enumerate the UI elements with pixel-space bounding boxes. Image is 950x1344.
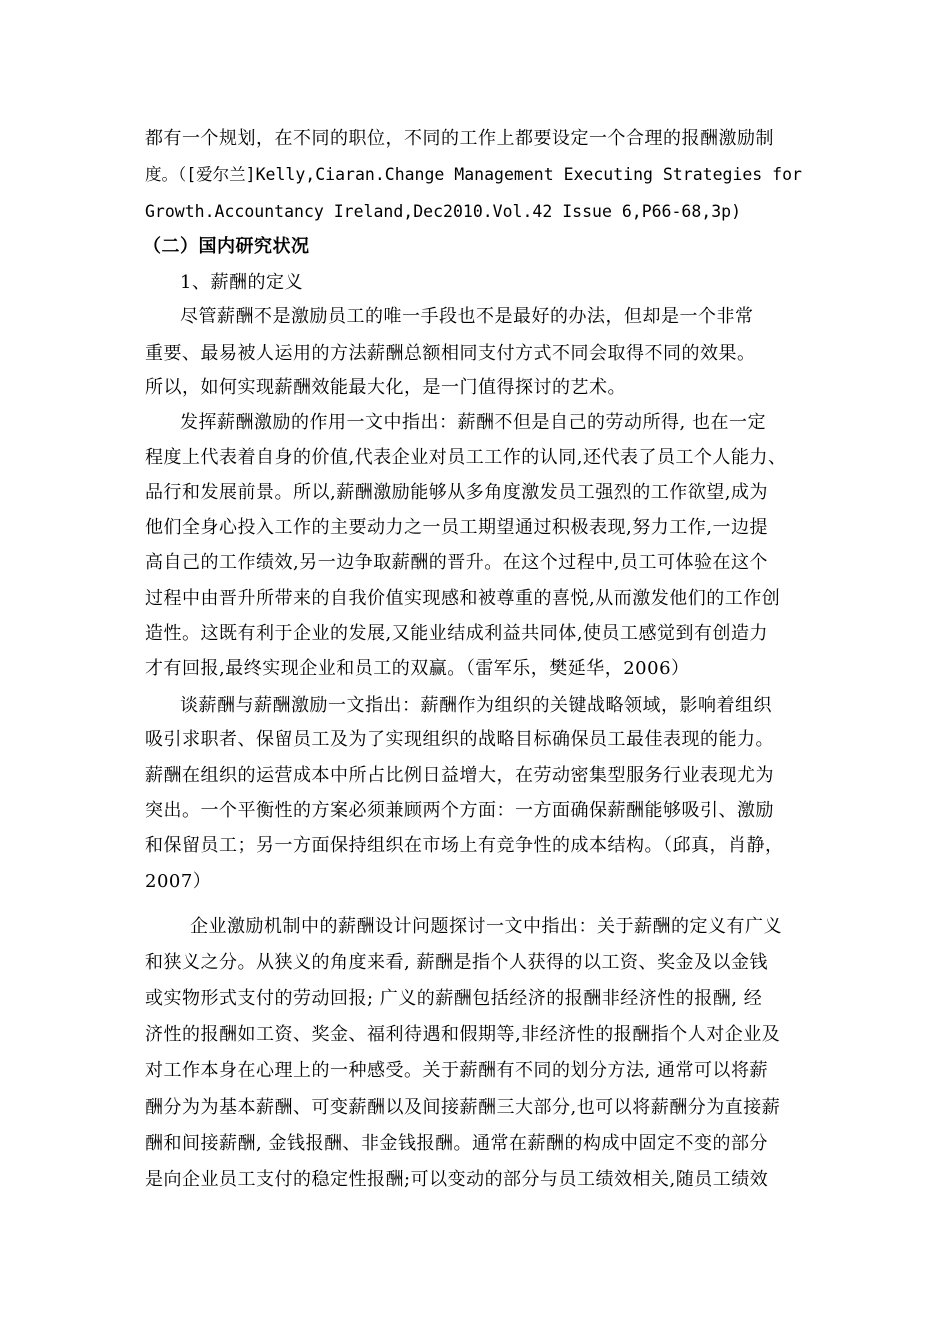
paragraph-1-line-3: 所以，如何实现薪酬效能最大化，是一门值得探讨的艺术。 xyxy=(145,377,626,398)
paragraph-4-line-7: 酬和间接薪酬, 金钱报酬、非金钱报酬。通常在薪酬的构成中固定不变的部分 xyxy=(145,1133,768,1154)
paragraph-3-line-6: 2007） xyxy=(145,871,212,892)
paragraph-2-line-5: 高自己的工作绩效,另一边争取薪酬的晋升。在这个过程中,员工可体验在这个 xyxy=(145,552,768,573)
intro-line-2: 度。（[爱尔兰]Kelly,Ciaran.Change Management Executing Strategies for xyxy=(145,165,802,184)
paragraph-3-line-1: 谈薪酬与薪酬激励一文指出：薪酬作为组织的关键战略领域，影响着组织 xyxy=(180,695,772,716)
paragraph-4-line-2: 和狭义之分。从狭义的角度来看, 薪酬是指个人获得的以工资、奖金及以金钱 xyxy=(145,952,768,973)
paragraph-3-line-2: 吸引求职者、保留员工及为了实现组织的战略目标确保员工最佳表现的能力。 xyxy=(145,729,774,750)
paragraph-2-line-7: 造性。这既有利于企业的发展,又能业结成利益共同体,使员工感觉到有创造力 xyxy=(145,623,768,644)
paragraph-4-line-4: 济性的报酬如工资、奖金、福利待遇和假期等,非经济性的报酬指个人对企业及 xyxy=(145,1024,781,1045)
paragraph-3-line-3: 薪酬在组织的运营成本中所占比例日益增大，在劳动密集型服务行业表现尤为 xyxy=(145,765,774,786)
paragraph-2-line-6: 过程中由晋升所带来的自我价值实现感和被尊重的喜悦,从而激发他们的工作创 xyxy=(145,588,781,609)
paragraph-2-line-8: 才有回报,最终实现企业和员工的双赢。（雷军乐，樊延华，2006） xyxy=(145,658,690,679)
paragraph-2-line-4: 他们全身心投入工作的主要动力之一员工期望通过积极表现,努力工作,一边提 xyxy=(145,517,768,538)
paragraph-4-line-6: 酬分为为基本薪酬、可变薪酬以及间接薪酬三大部分,也可以将薪酬分为直接薪 xyxy=(145,1097,781,1118)
paragraph-2-line-1: 发挥薪酬激励的作用一文中指出：薪酬不但是自己的劳动所得, 也在一定 xyxy=(180,412,766,433)
paragraph-1-line-2: 重要、最易被人运用的方法薪酬总额相同支付方式不同会取得不同的效果。 xyxy=(145,343,756,364)
paragraph-4-line-3: 或实物形式支付的劳动回报; 广义的薪酬包括经济的报酬非经济性的报酬, 经 xyxy=(145,988,763,1009)
paragraph-2-line-2: 程度上代表着自身的价值,代表企业对员工工作的认同,还代表了员工个人能力、 xyxy=(145,447,787,468)
subheading: 1、薪酬的定义 xyxy=(180,272,303,293)
section-heading: （二）国内研究状况 xyxy=(143,236,310,257)
paragraph-4-line-8: 是向企业员工支付的稳定性报酬;可以变动的部分与员工绩效相关,随员工绩效 xyxy=(145,1169,769,1190)
intro-line-3: Growth.Accountancy Ireland,Dec2010.Vol.42 Issue 6,P66-68,3p) xyxy=(145,202,742,221)
paragraph-2-line-3: 品行和发展前景。所以,薪酬激励能够从多角度激发员工强烈的工作欲望,成为 xyxy=(145,482,768,503)
paragraph-3-line-5: 和保留员工；另一方面保持组织在市场上有竞争性的成本结构。（邱真，肖静， xyxy=(145,835,784,856)
paragraph-4-line-5: 对工作本身在心理上的一种感受。关于薪酬有不同的划分方法, 通常可以将薪 xyxy=(145,1060,768,1081)
intro-line-1: 都有一个规划，在不同的职位，不同的工作上都要设定一个合理的报酬激励制 xyxy=(145,128,774,149)
paragraph-3-line-4: 突出。一个平衡性的方案必须兼顾两个方面：一方面确保薪酬能够吸引、激励 xyxy=(145,800,774,821)
paragraph-1-line-1: 尽管薪酬不是激励员工的唯一手段也不是最好的办法，但却是一个非常 xyxy=(180,306,754,327)
paragraph-4-line-1: 企业激励机制中的薪酬设计问题探讨一文中指出：关于薪酬的定义有广义 xyxy=(190,916,782,937)
